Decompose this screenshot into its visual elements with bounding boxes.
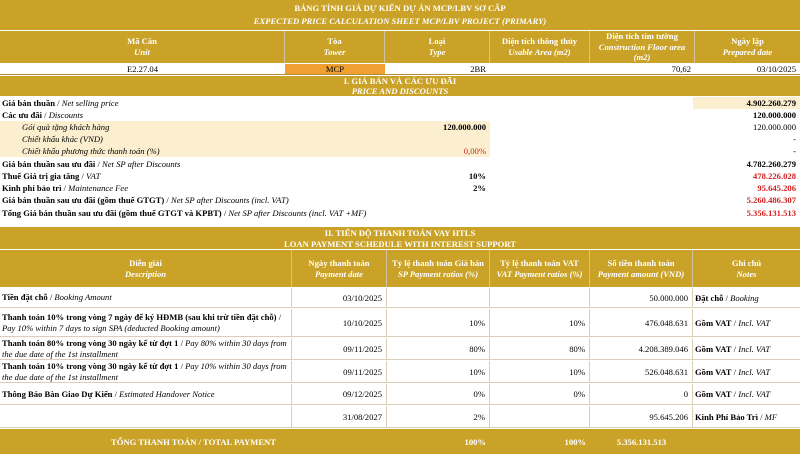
price-percent bbox=[387, 97, 490, 109]
schedule-row bbox=[0, 338, 800, 360]
description-en: Booking Amount bbox=[54, 292, 112, 303]
schedule-row bbox=[0, 288, 800, 308]
price-label-en: Maintenance Fee bbox=[68, 183, 129, 193]
price-amount: 478.226.028 bbox=[753, 171, 796, 181]
price-row bbox=[0, 145, 800, 157]
note-en: Incl. VAT bbox=[738, 366, 771, 377]
note-vn: Kinh Phí Bảo Trì bbox=[695, 411, 758, 422]
vat-ratio bbox=[490, 288, 590, 307]
price-row bbox=[0, 206, 800, 219]
description-separator: / bbox=[178, 361, 186, 371]
tower-header: Tòa Tower bbox=[285, 31, 385, 63]
total-amount: 5.356.131.513 bbox=[616, 436, 667, 447]
price-row bbox=[0, 109, 800, 121]
payment-date: 03/10/2025 bbox=[292, 288, 387, 307]
sp-ratio: 0% bbox=[387, 384, 490, 404]
price-label-en: Discounts bbox=[48, 110, 84, 120]
desc-header: Diễn giải Description bbox=[0, 250, 292, 287]
price-percent bbox=[387, 109, 490, 121]
description-vn: Tiền đặt chỗ bbox=[2, 292, 48, 303]
price-label-en: Net SP after Discounts (incl. VAT +MF) bbox=[228, 207, 367, 218]
date-header: Ngày thanh toán Payment date bbox=[292, 250, 387, 287]
schedule-description bbox=[0, 384, 292, 404]
price-row bbox=[0, 170, 800, 182]
price-percent bbox=[387, 194, 490, 206]
notes-header: Ghi chú Notes bbox=[731, 257, 762, 279]
type-header: Loại Type bbox=[385, 31, 490, 63]
tower-value: MCP bbox=[285, 64, 385, 74]
sheet-title bbox=[0, 0, 800, 30]
note-separator: / bbox=[731, 317, 739, 328]
sp-ratio: 80% bbox=[387, 338, 490, 359]
schedule-description bbox=[0, 406, 292, 427]
price-percent bbox=[387, 206, 490, 219]
note-vn: Gồm VAT bbox=[695, 343, 732, 354]
title-vn: BẢNG TÍNH GIÁ DỰ KIẾN DỰ ÁN MCP/LBV SƠ CẤP bbox=[294, 3, 506, 13]
section1-header bbox=[0, 76, 800, 96]
unit-header: Mã Căn Unit bbox=[0, 31, 285, 63]
note-vn: Gồm VAT bbox=[695, 317, 732, 328]
payment-note bbox=[693, 338, 800, 359]
price-label-vn: Giá bán thuần sau ưu đãi (gồm thuế GTGT) bbox=[2, 195, 165, 205]
label-separator: / bbox=[42, 110, 49, 120]
schedule-description bbox=[0, 309, 292, 336]
price-label-en: Net selling price bbox=[61, 98, 119, 108]
vat-ratio: 0% bbox=[490, 384, 590, 404]
payment-note bbox=[693, 384, 800, 404]
price-amount: 4.782.260.279 bbox=[746, 159, 796, 169]
price-percent: 10% bbox=[468, 171, 486, 181]
note-vn: Gồm VAT bbox=[695, 366, 732, 377]
section1-title-en: PRICE AND DISCOUNTS bbox=[351, 86, 449, 96]
description-en: Pay 10% within 7 days to sign SPA (deducted Booking amount) bbox=[2, 322, 220, 333]
price-label-vn: Tổng Giá bán thuần sau ưu đãi (gồm thuế GTGT và KPBT) bbox=[2, 207, 222, 218]
total-row bbox=[0, 429, 800, 454]
unit-header-row bbox=[0, 31, 800, 63]
price-label-vn: Chiết khấu khác (VND) bbox=[22, 134, 103, 144]
vat-ratio: 10% bbox=[490, 361, 590, 382]
price-label-en: VAT bbox=[86, 171, 101, 181]
usable-area-value bbox=[490, 64, 590, 74]
label-separator: / bbox=[55, 98, 62, 108]
payment-amount: 476.048.631 bbox=[590, 309, 693, 336]
price-amount: 120.000.000 bbox=[753, 110, 796, 120]
payment-amount: 50.000.000 bbox=[590, 288, 693, 307]
unit-values-row bbox=[0, 64, 800, 75]
vat-ratio bbox=[490, 406, 590, 427]
note-vn: Đặt chỗ bbox=[695, 292, 724, 303]
payment-date: 31/08/2027 bbox=[292, 406, 387, 427]
price-label-en: Net SP after Discounts bbox=[101, 159, 181, 169]
note-separator: / bbox=[731, 366, 739, 377]
vat-ratio: 80% bbox=[490, 338, 590, 359]
note-en: Incl. VAT bbox=[738, 317, 771, 328]
price-label-vn: Gói quà tặng khách hàng bbox=[22, 122, 110, 132]
title-en: EXPECTED PRICE CALCULATION SHEET MCP/LBV PROJECT (PRIMARY) bbox=[253, 16, 547, 26]
schedule-description bbox=[0, 288, 292, 307]
prepared-date-header: Ngày lập Prepared date bbox=[722, 36, 773, 57]
amount-header: Số tiền thanh toán Payment amount (VND) bbox=[590, 250, 693, 287]
note-en: Incl. VAT bbox=[738, 389, 771, 399]
vat-ratio: 10% bbox=[490, 309, 590, 336]
price-row bbox=[0, 158, 800, 170]
label-separator: / bbox=[79, 171, 87, 181]
price-amount: 95.645.206 bbox=[757, 183, 796, 193]
schedule-row bbox=[0, 406, 800, 428]
description-en: Pay 80% within 30 days from the due date of the 1st installment bbox=[2, 338, 287, 359]
note-en: Booking bbox=[730, 292, 759, 303]
unit-code: E2.27.04 bbox=[126, 64, 159, 74]
note-en: MF bbox=[764, 411, 778, 422]
description-vn: Thanh toán 80% trong vòng 30 ngày kể từ đợt 1 bbox=[2, 338, 179, 348]
schedule-row bbox=[0, 361, 800, 383]
schedule-row bbox=[0, 384, 800, 405]
schedule-description bbox=[0, 338, 292, 359]
type-value: 2BR bbox=[470, 64, 486, 74]
payment-date: 09/11/2025 bbox=[292, 338, 387, 359]
price-row bbox=[0, 97, 800, 109]
price-label-vn: Thuế Giá trị gia tăng bbox=[2, 171, 80, 181]
payment-amount: 0 bbox=[590, 384, 693, 404]
description-vn: Thanh toán 10% trong vòng 7 ngày để ký HĐMB (sau khi trừ tiền đặt chỗ) bbox=[2, 311, 277, 322]
section2-title-en: LOAN PAYMENT SCHEDULE WITH INTEREST SUPPORT bbox=[283, 239, 517, 249]
note-separator: / bbox=[757, 411, 765, 422]
sp-ratio: 10% bbox=[387, 361, 490, 382]
section2-header bbox=[0, 227, 800, 249]
label-separator: / bbox=[221, 207, 229, 218]
sp-ratio: 2% bbox=[387, 406, 490, 427]
section1-title-vn: I. GIÁ BÁN VÀ CÁC ƯU ĐÃI bbox=[343, 76, 457, 86]
price-row bbox=[0, 194, 800, 206]
price-amount: 5.356.131.513 bbox=[746, 207, 796, 218]
description-separator: / bbox=[112, 388, 120, 399]
label-separator: / bbox=[164, 195, 171, 205]
description-en: Estimated Handover Notice bbox=[119, 388, 215, 399]
payment-amount: 526.048.631 bbox=[590, 361, 693, 382]
sp-ratio bbox=[387, 288, 490, 307]
floor-area-value: 70,62 bbox=[671, 64, 691, 74]
description-en: Pay 10% within 30 days from the due date of the 1st installment bbox=[2, 361, 287, 382]
floor-area-header: Diện tích tim tường Construction Floor area (m2) bbox=[590, 31, 695, 63]
price-row bbox=[0, 121, 800, 133]
price-label-vn: Chiết khấu phương thức thanh toán (%) bbox=[22, 146, 160, 156]
note-en: Incl. VAT bbox=[738, 343, 771, 354]
price-percent: 0,00% bbox=[463, 146, 486, 156]
payment-date: 10/10/2025 bbox=[292, 309, 387, 336]
payment-date: 09/11/2025 bbox=[292, 361, 387, 382]
total-vat: 100% bbox=[564, 436, 586, 447]
label-separator: / bbox=[95, 159, 102, 169]
section2-title-vn: II. TIẾN ĐỘ THANH TOÁN VAY HTLS bbox=[324, 228, 476, 238]
price-amount: 4.902.260.279 bbox=[693, 97, 800, 109]
payment-date: 09/12/2025 bbox=[292, 384, 387, 404]
schedule-row bbox=[0, 309, 800, 337]
usable-area-header: Diện tích thông thủy Usable Area (m2) bbox=[490, 31, 590, 63]
total-label: TỔNG THANH TOÁN / TOTAL PAYMENT bbox=[111, 436, 276, 447]
description-separator: / bbox=[276, 311, 282, 322]
price-percent bbox=[387, 133, 490, 145]
vat-ratio-header: Tỷ lệ thanh toán VAT VAT Payment ratios (%) bbox=[490, 250, 590, 287]
description-vn: Thông Báo Bàn Giao Dự Kiến bbox=[2, 388, 113, 399]
price-row bbox=[0, 133, 800, 145]
label-separator: / bbox=[61, 183, 69, 193]
price-percent: 2% bbox=[473, 183, 486, 193]
description-vn: Thanh toán 10% trong vòng 30 ngày kể từ đợt 1 bbox=[2, 361, 179, 371]
schedule-description bbox=[0, 361, 292, 382]
sp-ratio-header: Tỷ lệ thanh toán Giá bán SP Payment ratios (%) bbox=[387, 250, 490, 287]
price-amount: 5.260.486.307 bbox=[746, 195, 796, 205]
total-sp: 100% bbox=[464, 436, 486, 447]
payment-note bbox=[693, 309, 800, 336]
payment-note bbox=[693, 288, 800, 307]
price-label-vn: Giá bán thuần sau ưu đãi bbox=[2, 159, 96, 169]
payment-note bbox=[693, 406, 800, 427]
note-separator: / bbox=[731, 389, 739, 399]
price-amount: - bbox=[793, 146, 796, 156]
payment-note bbox=[693, 361, 800, 382]
description-separator: / bbox=[178, 338, 186, 348]
price-row bbox=[0, 182, 800, 194]
price-percent bbox=[387, 158, 490, 170]
price-label-vn: Các ưu đãi bbox=[2, 110, 43, 120]
payment-amount: 95.645.206 bbox=[590, 406, 693, 427]
schedule-header-row bbox=[0, 250, 800, 287]
price-label-en: Net SP after Discounts (incl. VAT) bbox=[170, 195, 289, 205]
price-percent: 120.000.000 bbox=[443, 122, 486, 132]
prepared-date-value: 03/10/2025 bbox=[756, 64, 796, 74]
description-separator: / bbox=[47, 292, 55, 303]
price-label-vn: Giá bán thuần bbox=[2, 98, 56, 108]
price-label-vn: Kinh phí bảo trì bbox=[2, 183, 62, 193]
note-separator: / bbox=[731, 343, 739, 354]
payment-amount: 4.208.389.046 bbox=[590, 338, 693, 359]
note-vn: Gồm VAT bbox=[695, 389, 732, 399]
note-separator: / bbox=[723, 292, 731, 303]
price-amount: 120.000.000 bbox=[753, 122, 796, 132]
sp-ratio: 10% bbox=[387, 309, 490, 336]
price-amount: - bbox=[793, 134, 796, 144]
